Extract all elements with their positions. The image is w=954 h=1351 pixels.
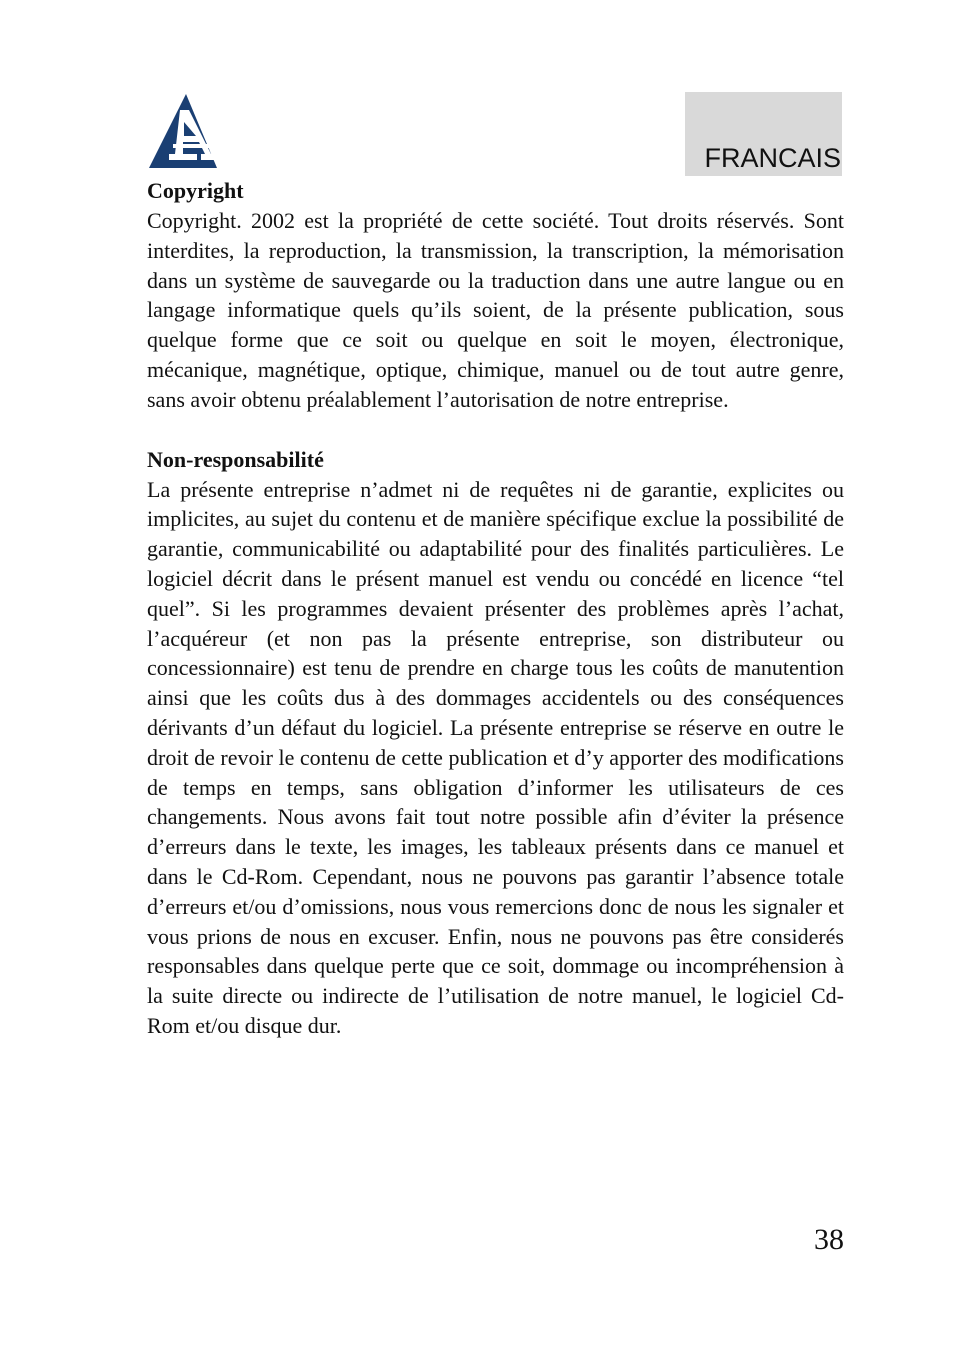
section-title-copyright: Copyright (147, 178, 244, 203)
atlantis-logo-icon (147, 92, 221, 170)
disclaimer-paragraph: La présente entreprise n’admet ni de requêtes ni de garantie, explicites ou implicites, au sujet du contenu et de manière spécifique exclue la possibilité de garantie, communicabilité ou adaptabilité pour des finalités particulières. Le logiciel décrit dans le présent manuel est vendu ou concédé en licence “tel quel”. Si les programmes devaient présenter des problèmes après l’achat, l’acquéreur (et non pas la présente entreprise, son distributeur ou concessionnaire) est tenu de prendre en charge tous les coûts de manutention ainsi que les coûts dus à des dommages accidentels ou des conséquences dérivants d’un défaut du logiciel. La présente entreprise se réserve en outre le droit de revoir le contenu de cette publication et d’y apporter des modifications de temps en temps, sans obligation d’informer les utilisateurs de ces changements. Nous avons fait tout notre possible afin d’éviter la présence d’erreurs dans le texte, les images, les tableaux présents dans ce manuel et dans le Cd-Rom. Cependant, nous ne pouvons pas garantir l’absence totale d’erreurs et/ou d’omissions, nous vous remercions donc de nous les signaler et vous prions de nous en excuser. Enfin, nous ne pouvons pas être considerés responsables dans quelque perte que ce soit, dommage ou incompréhension à la suite directe ou indirecte de l’utilisation de notre manuel, le logiciel Cd-Rom et/ou disque dur. (147, 476, 844, 1038)
copyright-paragraph: Copyright. 2002 est la propriété de cette société. Tout droits réservés. Sont interdites, la reproduction, la transmission, la transcription, la mémorisation dans un système de sauvegarde ou la traduction dans une autre langue ou en langage informatique quels qu’ils soient, de la présente publication, sous quelque forme que ce soit ou quelque en soit le moyen, électronique, mécanique, magnétique, optique, chimique, manuel ou de tout autre genre, sans avoir obtenu préalablement l’autorisation de notre entreprise. (147, 208, 844, 412)
section-title-disclaimer: Non-responsabilité (147, 446, 324, 472)
language-label: FRANCAIS (704, 143, 841, 173)
section-spacer (147, 415, 844, 445)
page-number: 38 (814, 1223, 844, 1256)
document-body (147, 176, 844, 1041)
language-tab (685, 92, 842, 176)
